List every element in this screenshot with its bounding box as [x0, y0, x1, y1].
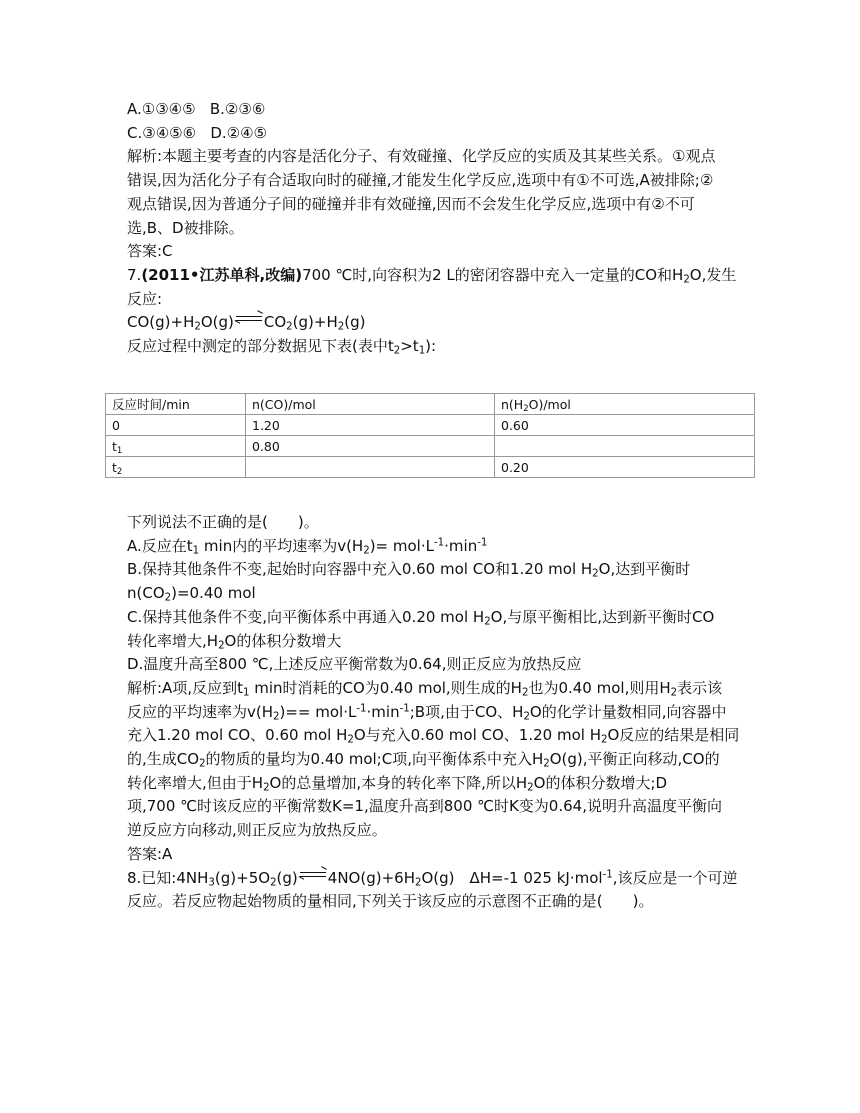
q6-analysis-line-1: 解析:本题主要考查的内容是活化分子、有效碰撞、化学反应的实质及其某些关系。①观点 [127, 147, 716, 166]
q7-analysis-line-3: 充入1.20 mol CO、0.60 mol $H_2O$与充入0.60 mol CO、1.20 mol $H_2O$反应的结果是相同 [127, 726, 740, 746]
q7-option-b-line-2: $n(CO_2)=0.40$ mol [127, 584, 256, 604]
table-intro-text: 反应过程中测定的部分数据见下表(表中t [127, 337, 394, 356]
q7-equation: $CO(g)+H_2O(g)$ $CO_2(g)+H_2(g)$ [127, 311, 747, 335]
q7-question: 下列说法不正确的是( )。 [127, 513, 319, 531]
q7-analysis-line-1: 解析:A项,反应到$t_1$ min时消耗的CO为0.40 mol,则生成的$H_2$也为0.40 mol,则用$H_2$表示该 [127, 678, 723, 699]
table-cell: $t_1$ [106, 436, 246, 457]
q7-analysis-line-2: 反应的平均速率为$v(H_2)==$ $mol\cdot L^{-1}\cdot\min^{-1};B$项,由于CO、$H_2O$的化学计量数相同,向容器中 [127, 702, 727, 723]
q6-options-row-2 [127, 122, 747, 146]
equilibrium-arrow-icon [299, 870, 327, 880]
q7-analysis-line-5: 转化率增大,但由于$H_2O$的总量增加,本身的转化率下降,所以$H_2O$的体积分数增大;D [127, 773, 668, 794]
q6-analysis-line-3: 观点错误,因为普通分子间的碰撞并非有效碰撞,因而不会发生化学反应,选项中有②不可 [127, 194, 695, 213]
q7-stem-line-1: 7.(2011•江苏单科,改编)700 ℃时,向容积为2 L的密闭容器中充入一定量的CO和$H_2O$,发生 [127, 265, 737, 286]
q6-option-a: A.①③④⑤ [127, 100, 196, 118]
q7-answer: 答案:A [127, 844, 173, 863]
q6-option-b: B.②③⑥ [209, 100, 266, 118]
q7-analysis-line-6: 项,700 ℃时该反应的平衡常数K=1,温度升高到800 ℃时K变为0.64,说明升高温度平衡向 [127, 797, 722, 816]
q6-option-c: C.③④⑤⑥ [127, 123, 197, 142]
q7-option-c-line-2: 转化率增大$,H_2O$的体积分数增大 [127, 631, 342, 652]
table-header-co: n(CO)/mol [246, 394, 495, 415]
q7-analysis-line-7: 逆反应方向移动,则正反应为放热反应。 [127, 821, 387, 840]
q6-options-row-1 [127, 98, 747, 122]
table-header-row [106, 394, 755, 415]
table-header-h2o: $n(H_2O)$/mol [495, 394, 755, 415]
document-page [127, 98, 747, 359]
table-cell: 0 [106, 415, 246, 436]
q7-option-a: A.反应在$t_1$ min内的平均速率为$v(H_2)= mol\cdot L^{-1}\cdot\min^{-1}$ [127, 536, 488, 557]
q7-option-d: D.温度升高至800 ℃,上述反应平衡常数为0.64,则正反应为放热反应 [127, 655, 582, 674]
table-header-time: 反应时间/min [106, 394, 246, 415]
q7-number: 7. [127, 265, 142, 284]
q6-answer: 答案:C [127, 242, 173, 261]
q6-analysis-line-4: 选,B、D被排除。 [127, 218, 244, 237]
q6-analysis-line-2: 错误,因为活化分子有合适取向时的碰撞,才能发生化学反应,选项中有①不可选,A被排除;② [127, 171, 714, 190]
table-row [106, 457, 755, 478]
table-row [106, 436, 755, 457]
table-intro-compare: >t [400, 337, 419, 356]
q7-analysis-line-4: 的,生成$CO_2$的物质的量均为0.40 mol;C项,向平衡体系中充入$H_2O(g)$,平衡正向移动,CO的 [127, 750, 720, 770]
q7-option-b-line-1: B.保持其他条件不变,起始时向容器中充入0.60 mol CO和1.20 mol $H_2O$,达到平衡时 [127, 560, 691, 580]
q7-option-c-line-1: C.保持其他条件不变,向平衡体系中再通入0.20 mol $H_2O$,与原平衡相比,达到新平衡时CO [127, 607, 715, 628]
table-cell: 0.80 [246, 436, 495, 457]
table-cell: $t_2$ [106, 457, 246, 478]
table-cell: 1.20 [246, 415, 495, 436]
table-cell [246, 457, 495, 478]
q7-table-intro: 反应过程中测定的部分数据见下表(表中$t_2>t_1$): [127, 337, 437, 357]
equilibrium-arrow-icon [235, 314, 263, 324]
q7-stem-text: 700 ℃时,向容积为2 L的密闭容器中充入一定量的CO和H [302, 265, 684, 284]
table-row [106, 415, 755, 436]
q7-stem-line-2: 反应: [127, 289, 163, 308]
table-cell: 0.20 [495, 457, 755, 478]
table-intro-end: ): [425, 337, 437, 356]
table-cell: 0.60 [495, 415, 755, 436]
table-cell [495, 436, 755, 457]
q7-source: (2011•江苏单科,改编) [141, 265, 303, 284]
q7-options-block [127, 511, 747, 914]
q6-option-d: D.②④⑤ [210, 123, 268, 142]
q8-stem-line-2: 反应。若反应物起始物质的量相同,下列关于该反应的示意图不正确的是( )。 [127, 892, 654, 911]
reaction-data-table [105, 393, 755, 478]
q8-stem-line-1: 8.已知$:4NH_3(g)+5O_2(g)$ $4NO(g)+6H_2O(g)$ ΔH=-1 025 kJ·mol$^{-1}$,该反应是一个可逆 [127, 867, 747, 891]
q7-stem-text-end: O,发生 [689, 265, 737, 284]
